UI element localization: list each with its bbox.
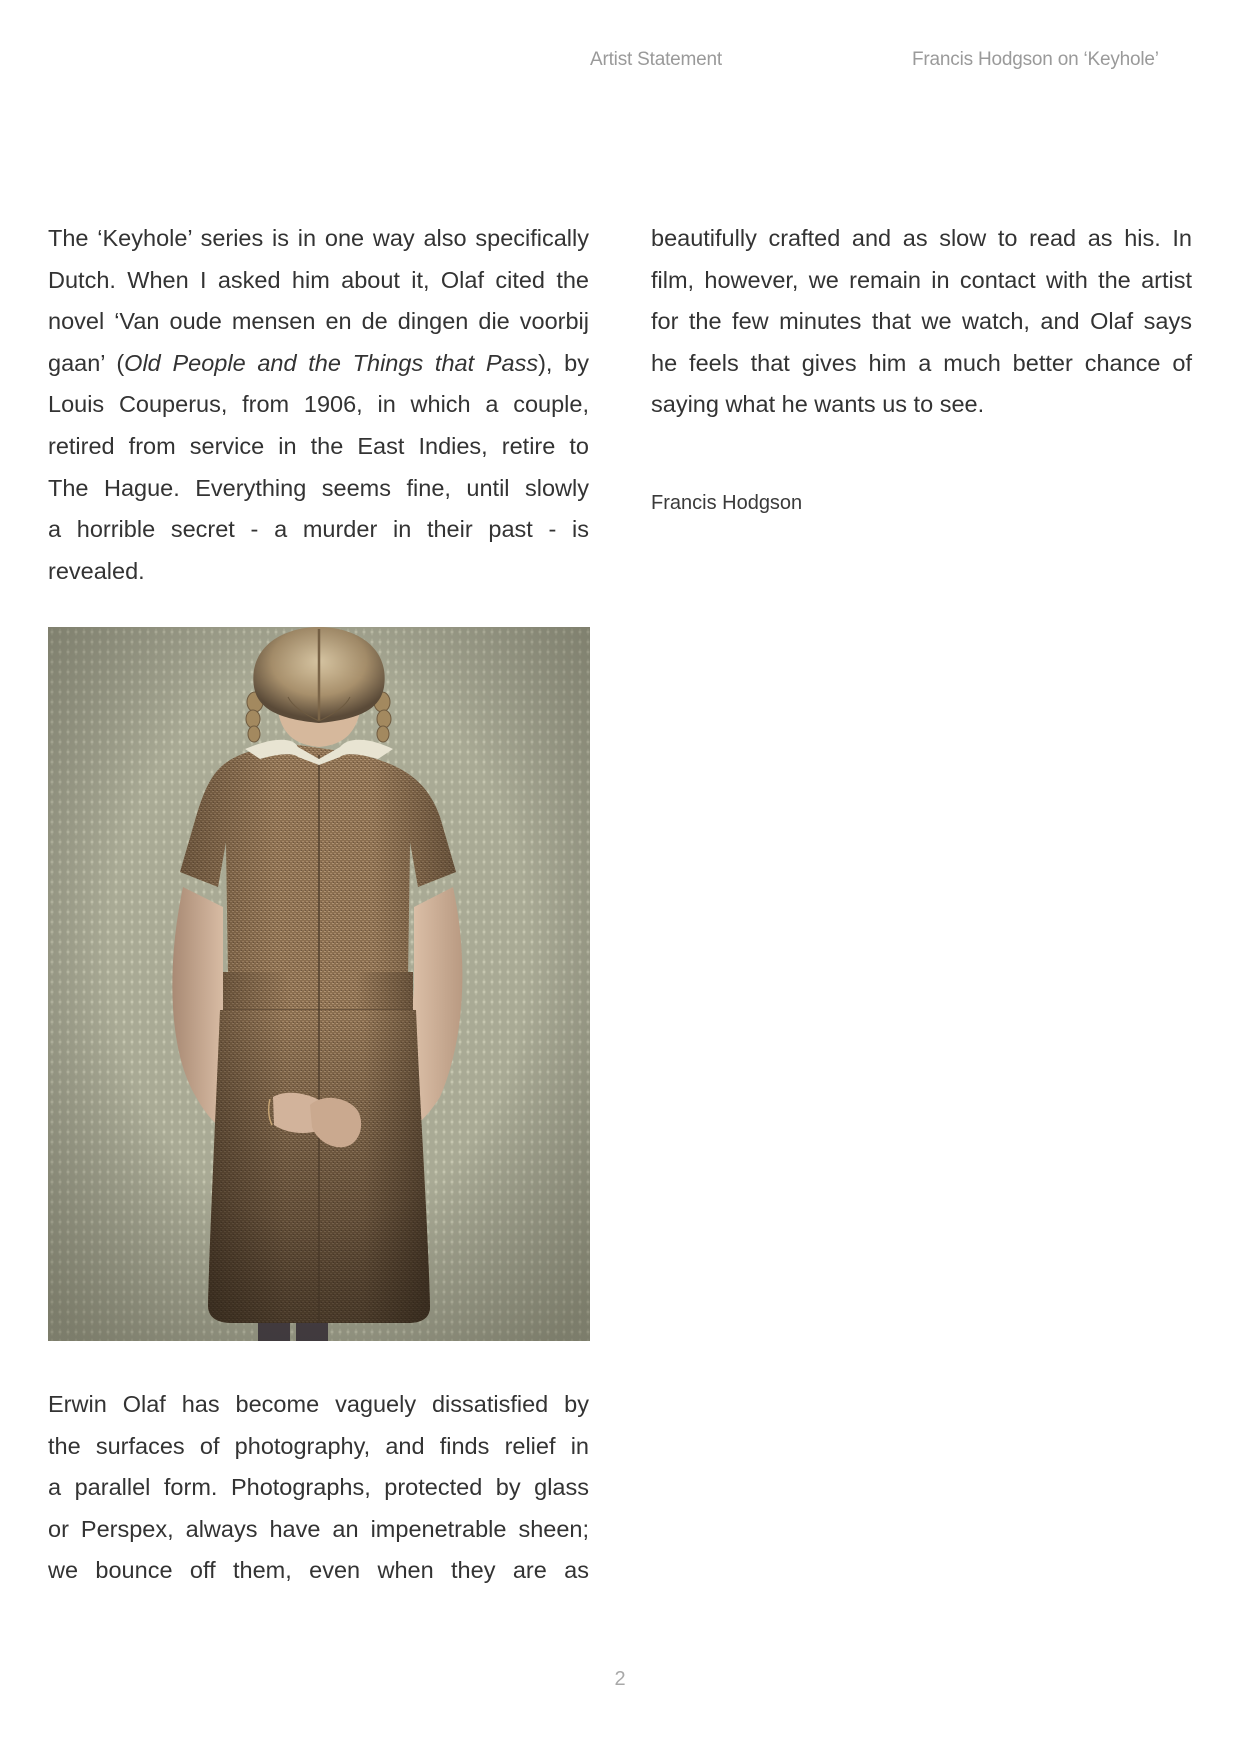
photograph-illustration (48, 627, 590, 1341)
text-line: Louis Couperus, from 1906, in which a couple, (48, 391, 589, 418)
text-line: The ‘Keyhole’ series is in one way also specifically (48, 225, 589, 251)
left-column-paragraph-top (48, 218, 589, 592)
text-line: for the few minutes that we watch, and Olaf says (651, 308, 1192, 335)
text-line: a horrible secret - a murder in their past - is (48, 516, 589, 543)
author-signature: Francis Hodgson (651, 492, 803, 514)
header-running-title: Francis Hodgson on ‘Keyhole’ (912, 49, 1159, 70)
text-line: we bounce off them, even when they are as (48, 1557, 589, 1584)
text-line-with-italic-title (48, 343, 589, 385)
right-column-paragraph (651, 218, 1192, 426)
text-fragment: gaan’ ( (48, 349, 125, 376)
left-column-paragraph-bottom (48, 1384, 589, 1592)
text-line: film, however, we remain in contact with the artist (651, 266, 1192, 293)
header-section-title: Artist Statement (590, 49, 722, 70)
text-line: novel ‘Van oude mensen en de dingen die voorbij (48, 308, 589, 335)
text-line: Dutch. When I asked him about it, Olaf cited the (48, 266, 589, 293)
text-line: retired from service in the East Indies, retire to (48, 432, 589, 459)
text-line: a parallel form. Photographs, protected by glass (48, 1474, 589, 1501)
text-line: Erwin Olaf has become vaguely dissatisfied by (48, 1391, 589, 1417)
text-line: saying what he wants us to see. (651, 391, 985, 418)
text-line: revealed. (48, 557, 145, 584)
text-line: the surfaces of photography, and finds relief in (48, 1432, 589, 1459)
book-title-italic: Old People and the Things that Pass (124, 349, 539, 376)
page-number: 2 (614, 1668, 626, 1690)
text-line: he feels that gives him a much better chance of (651, 349, 1192, 376)
text-line: The Hague. Everything seems fine, until slowly (48, 474, 589, 501)
keyhole-photograph (48, 627, 590, 1341)
text-fragment: ), by (538, 349, 589, 376)
text-line: beautifully crafted and as slow to read as his. In (651, 225, 1192, 251)
text-line: or Perspex, always have an impenetrable sheen; (48, 1515, 589, 1542)
